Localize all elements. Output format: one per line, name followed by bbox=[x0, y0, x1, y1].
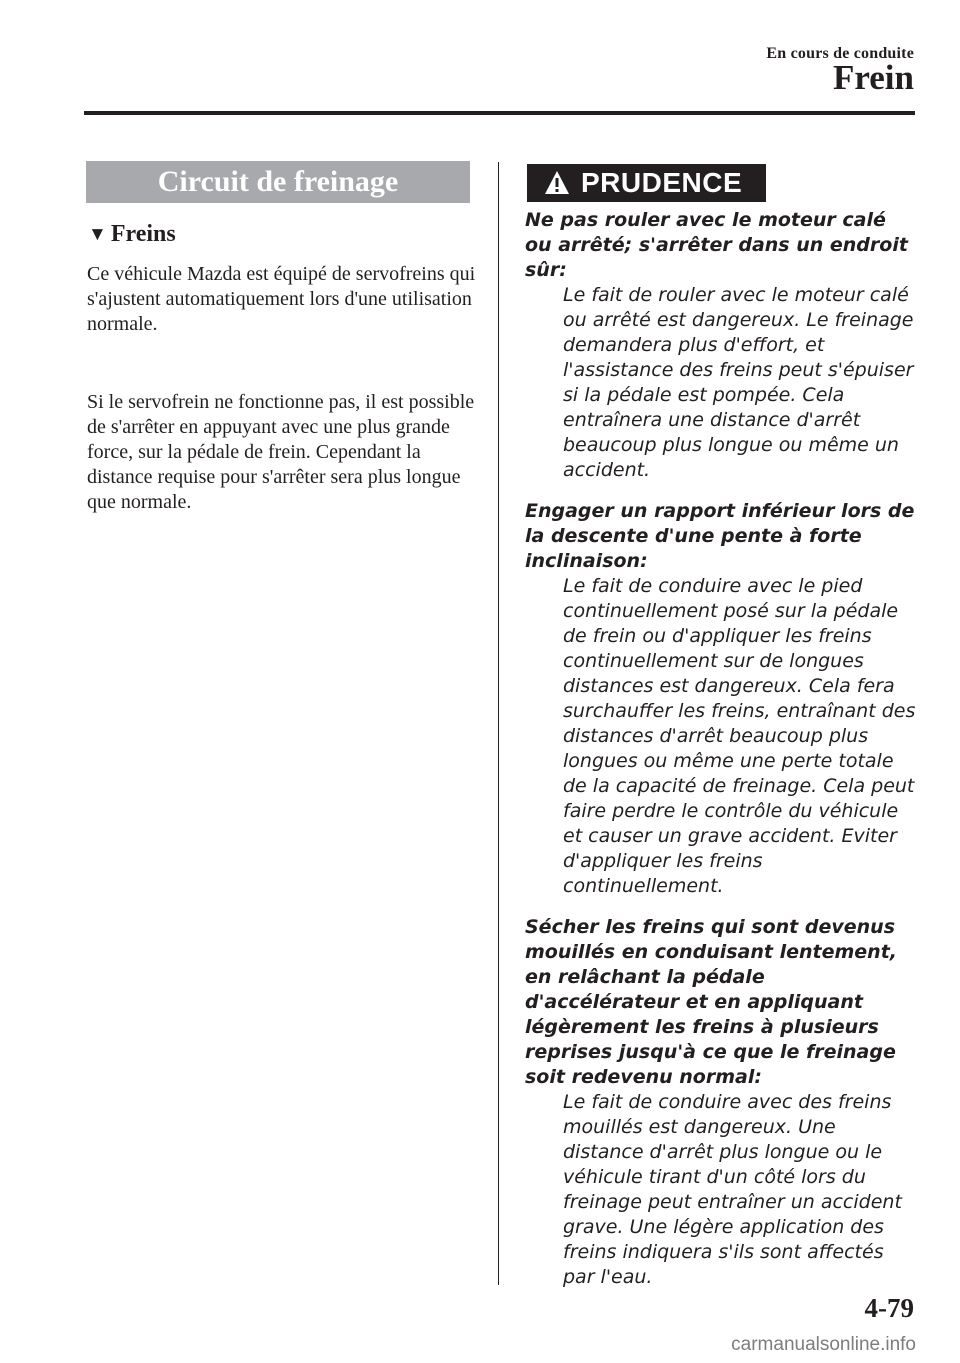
caution-label: PRUDENCE bbox=[581, 167, 743, 198]
section-title-bar: Circuit de freinage bbox=[86, 161, 470, 203]
subheading-label: Freins bbox=[110, 221, 176, 247]
caution-item-title: Sécher les freins qui sont devenus mouillés en conduisant lentement, en relâchant la pédale d'accélérateur et en appliquant légèrement les freins à plusieurs reprises jusqu'à ce que le freinage soit redevenu normal: bbox=[525, 916, 897, 1088]
caution-badge bbox=[527, 164, 766, 202]
caution-item-title: Ne pas rouler avec le moteur calé ou arrêté; s'arrêter dans un endroit sûr: bbox=[525, 209, 908, 281]
running-header-title: Frein bbox=[832, 58, 914, 97]
caution-item-body: Le fait de conduire avec des freins mouillés est dangereux. Une distance d'arrêt plus longue ou le véhicule tirant d'un côté lors du freinage peut entraîner un accident grave. Une légère application des freins indiquera s'ils sont affectés par l'eau. bbox=[563, 1091, 902, 1288]
page-number: 4-79 bbox=[864, 1293, 914, 1323]
caution-item bbox=[525, 499, 917, 899]
header-rule bbox=[84, 111, 915, 115]
caution-content bbox=[525, 208, 917, 1306]
caution-item-body: Le fait de rouler avec le moteur calé ou arrêté est dangereux. Le freinage demandera plus d'effort, et l'assistance des freins peut s'épuiser si la pédale est pompée. Cela entraînera une distance d'arrêt beaucoup plus longue ou même un accident. bbox=[563, 284, 914, 481]
subheading bbox=[88, 219, 176, 250]
warning-triangle-icon bbox=[544, 170, 570, 196]
caution-item-body: Le fait de conduire avec le pied continuellement posé sur la pédale de frein ou d'appliquer les freins continuellement sur de longues distances est dangereux. Cela fera surchauffer les freins, entraînant des distances d'arrêt beaucoup plus longues ou même une perte totale de la capacité de freinage. Cela peut faire perdre le contrôle du véhicule et causer un grave accident. Eviter d'appliquer les freins continuellement. bbox=[563, 575, 916, 897]
triangle-down-icon: ▼ bbox=[88, 224, 107, 245]
watermark: carmanualsonline.info bbox=[731, 1334, 916, 1355]
caution-item-title: Engager un rapport inférieur lors de la descente d'une pente à forte inclinaison: bbox=[525, 500, 915, 572]
caution-item bbox=[525, 208, 917, 483]
running-header-section: En cours de conduite bbox=[766, 45, 914, 62]
column-divider bbox=[498, 162, 499, 1285]
body-paragraph: Ce véhicule Mazda est équipé de servofreins qui s'ajustent automatiquement lors d'une utilisation normale. bbox=[87, 263, 476, 335]
caution-item bbox=[525, 915, 917, 1290]
body-paragraph: Si le servofrein ne fonctionne pas, il est possible de s'arrêter en appuyant avec une plus grande force, sur la pédale de frein. Cependant la distance requise pour s'arrêter sera plus longue que normale. bbox=[87, 391, 475, 513]
